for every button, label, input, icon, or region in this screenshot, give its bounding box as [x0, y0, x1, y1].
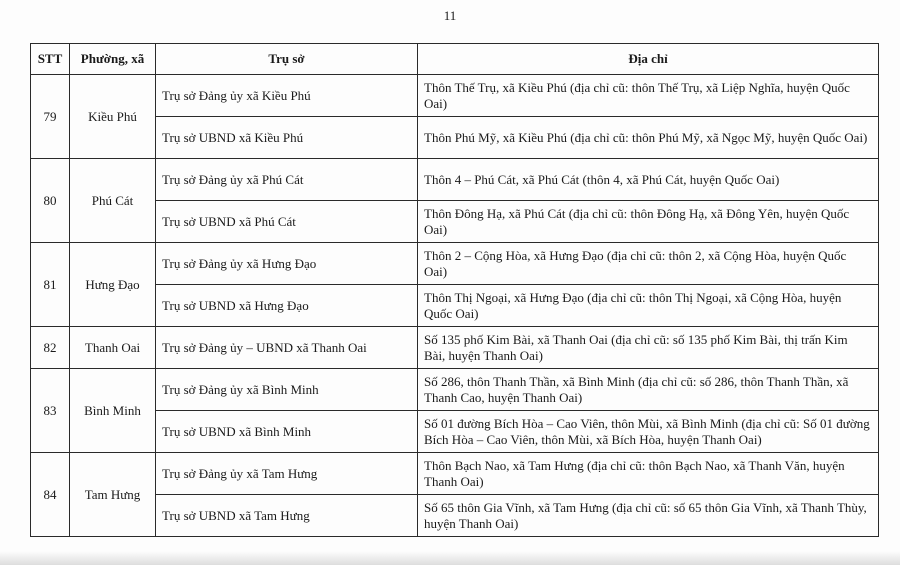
stt-cell: 79 [31, 75, 70, 159]
stt-cell: 84 [31, 453, 70, 537]
address-cell: Thôn 2 – Cộng Hòa, xã Hưng Đạo (địa chỉ cũ: thôn 2, xã Cộng Hòa, huyện Quốc Oai) [418, 243, 879, 285]
address-cell: Số 135 phố Kim Bài, xã Thanh Oai (địa chỉ cũ: số 135 phố Kim Bài, thị trấn Kim Bài, huyện Thanh Oai) [418, 327, 879, 369]
table-row [31, 159, 879, 201]
address-cell: Thôn 4 – Phú Cát, xã Phú Cát (thôn 4, xã Phú Cát, huyện Quốc Oai) [418, 159, 879, 201]
office-cell: Trụ sở Đảng ủy – UBND xã Thanh Oai [156, 327, 418, 369]
address-cell: Thôn Đông Hạ, xã Phú Cát (địa chỉ cũ: thôn Đông Hạ, xã Đông Yên, huyện Quốc Oai) [418, 201, 879, 243]
office-cell: Trụ sở UBND xã Phú Cát [156, 201, 418, 243]
office-cell: Trụ sở Đảng ủy xã Phú Cát [156, 159, 418, 201]
office-cell: Trụ sở UBND xã Hưng Đạo [156, 285, 418, 327]
stt-cell: 80 [31, 159, 70, 243]
office-cell: Trụ sở UBND xã Tam Hưng [156, 495, 418, 537]
ward-cell: Thanh Oai [70, 327, 156, 369]
address-cell: Số 01 đường Bích Hòa – Cao Viên, thôn Mùi, xã Bình Minh (địa chỉ cũ: Số 01 đường Bích Hòa – Cao Viên, thôn Mùi, xã Bích Hòa, huyện Thanh Oai) [418, 411, 879, 453]
ward-cell: Bình Minh [70, 369, 156, 453]
stt-cell: 83 [31, 369, 70, 453]
office-cell: Trụ sở Đảng ủy xã Kiều Phú [156, 75, 418, 117]
address-cell: Số 286, thôn Thanh Thần, xã Bình Minh (địa chỉ cũ: số 286, thôn Thanh Thần, xã Thanh Cao, huyện Thanh Oai) [418, 369, 879, 411]
header-office: Trụ sở [156, 44, 418, 75]
header-stt: STT [31, 44, 70, 75]
stt-cell: 81 [31, 243, 70, 327]
address-cell: Thôn Thế Trụ, xã Kiều Phú (địa chỉ cũ: thôn Thế Trụ, xã Liệp Nghĩa, huyện Quốc Oai) [418, 75, 879, 117]
table-header-row [31, 44, 879, 75]
page-number: 11 [443, 8, 457, 23]
table-row [31, 75, 879, 117]
table-row [31, 327, 879, 369]
header-ward: Phường, xã [70, 44, 156, 75]
table-row [31, 369, 879, 411]
office-cell: Trụ sở UBND xã Kiều Phú [156, 117, 418, 159]
header-address: Địa chỉ [418, 44, 879, 75]
ward-cell: Hưng Đạo [70, 243, 156, 327]
table-row [31, 243, 879, 285]
office-address-table [30, 43, 879, 537]
ward-cell: Tam Hưng [70, 453, 156, 537]
address-cell: Thôn Bạch Nao, xã Tam Hưng (địa chỉ cũ: thôn Bạch Nao, xã Thanh Văn, huyện Thanh Oai) [418, 453, 879, 495]
table-row [31, 201, 879, 243]
ward-cell: Phú Cát [70, 159, 156, 243]
address-cell: Thôn Phú Mỹ, xã Kiều Phú (địa chỉ cũ: thôn Phú Mỹ, xã Ngọc Mỹ, huyện Quốc Oai) [418, 117, 879, 159]
office-cell: Trụ sở UBND xã Bình Minh [156, 411, 418, 453]
table-row [31, 495, 879, 537]
office-cell: Trụ sở Đảng ủy xã Tam Hưng [156, 453, 418, 495]
table-row [31, 117, 879, 159]
ward-cell: Kiều Phú [70, 75, 156, 159]
office-cell: Trụ sở Đảng ủy xã Hưng Đạo [156, 243, 418, 285]
page-bottom-shadow [0, 551, 900, 565]
table-row [31, 285, 879, 327]
table-row [31, 453, 879, 495]
stt-cell: 82 [31, 327, 70, 369]
address-cell: Thôn Thị Ngoại, xã Hưng Đạo (địa chỉ cũ: thôn Thị Ngoại, xã Cộng Hòa, huyện Quốc Oai) [418, 285, 879, 327]
table-row [31, 411, 879, 453]
address-cell: Số 65 thôn Gia Vĩnh, xã Tam Hưng (địa chỉ cũ: số 65 thôn Gia Vĩnh, xã Thanh Thùy, huyện Thanh Oai) [418, 495, 879, 537]
office-cell: Trụ sở Đảng ủy xã Bình Minh [156, 369, 418, 411]
